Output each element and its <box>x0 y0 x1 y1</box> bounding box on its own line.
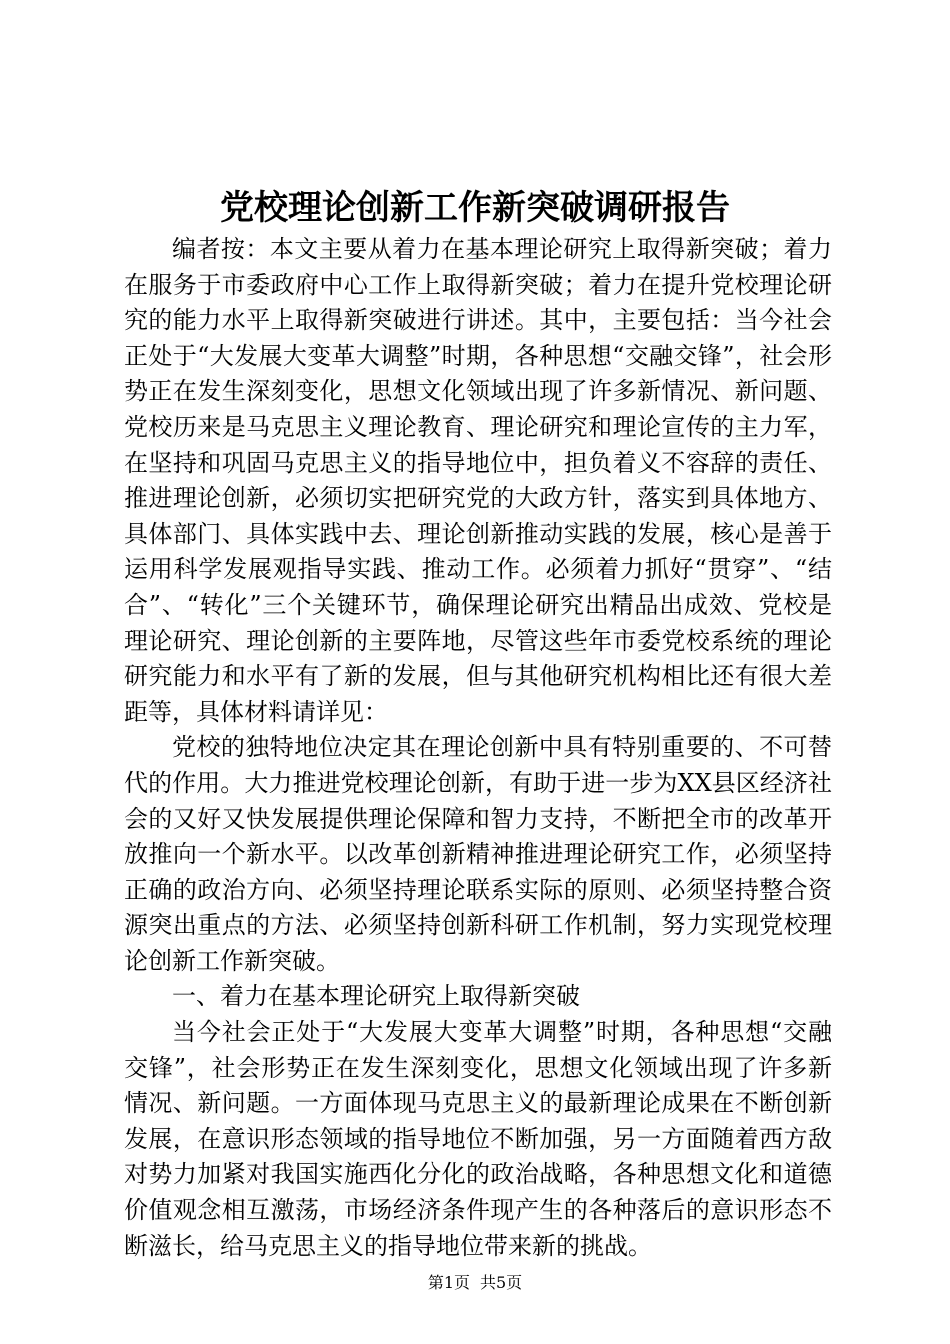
paragraph-section-1: 当今社会正处于“大发展大变革大调整”时期，各种思想“交融交锋”，社会形势正在发生深刻变化，思想文化领域出现了许多新情况、新问题。一方面体现马克思主义的最新理论成果在不断创新发展，在意识形态领域的指导地位不断加强，另一方面随着西方敌对势力加紧对我国实施西化分化的政治战略，各种思想文化和道德价值观念相互激荡，市场经济条件现产生的各种落后的意识形态不断滋长，给马克思主义的指导地位带来新的挑战。 <box>124 1018 832 1260</box>
paragraph-editor-note: 编者按：本文主要从着力在基本理论研究上取得新突破；着力在服务于市委政府中心工作上取得新突破；着力在提升党校理论研究的能力水平上取得新突破进行讲述。其中，主要包括：当今社会正处于“大发展大变革大调整”时期，各种思想“交融交锋”，社会形势正在发生深刻变化，思想文化领域出现了许多新情况、新问题、党校历来是马克思主义理论教育、理论研究和理论宣传的主力军，在坚持和巩固马克思主义的指导地位中，担负着义不容辞的责任、推进理论创新，必须切实把研究党的大政方针，落实到具体地方、具体部门、具体实践中去、理论创新推动实践的发展，核心是善于运用科学发展观指导实践、推动工作。必须着力抓好“贯穿”、“结合”、“转化”三个关键环节，确保理论研究出精品出成效、党校是理论研究、理论创新的主要阵地，尽管这些年市委党校系统的理论研究能力和水平有了新的发展，但与其他研究机构相比还有很大差距等，具体材料请详见： <box>124 235 832 726</box>
page-footer <box>0 1272 950 1294</box>
document-title: 党校理论创新工作新突破调研报告 <box>220 188 730 228</box>
document-body <box>124 232 832 1264</box>
page-number: 第1页 <box>427 1273 470 1292</box>
page-total: 共5页 <box>480 1273 523 1292</box>
paragraph-intro: 党校的独特地位决定其在理论创新中具有特别重要的、不可替代的作用。大力推进党校理论创新，有助于进一步为XX县区经济社会的又好又快发展提供理论保障和智力支持，不断把全市的改革开放推向一个新水平。以改革创新精神推进理论研究工作，必须坚持正确的政治方向、必须坚持理论联系实际的原则、必须坚持整合资源突出重点的方法、必须坚持创新科研工作机制，努力实现党校理论创新工作新突破。 <box>124 733 832 975</box>
section-heading-1: 一、着力在基本理论研究上取得新突破 <box>172 982 580 1011</box>
